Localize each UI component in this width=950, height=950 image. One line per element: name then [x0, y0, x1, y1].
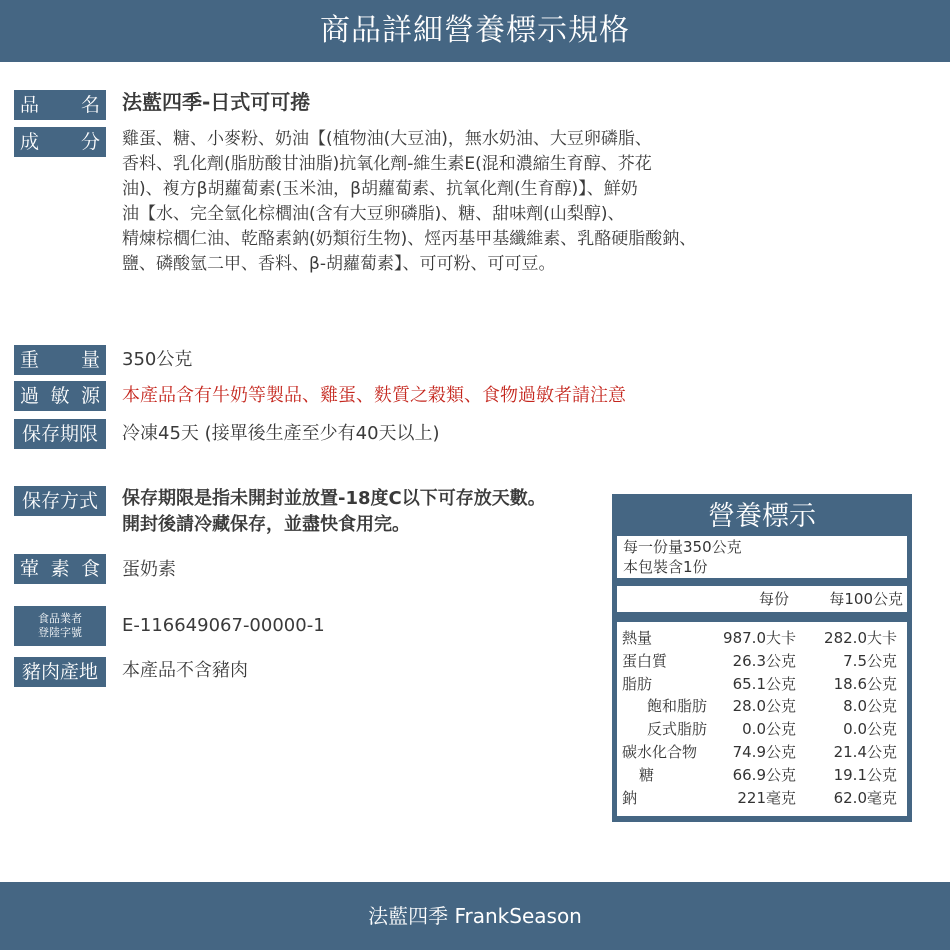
- storage-line-2: 開封後請冷藏保存，並盡快食用完。: [122, 514, 410, 535]
- registration-value: E-116649067-00000-1: [122, 615, 325, 636]
- nutrient-per-100g: 8.0公克: [843, 697, 897, 716]
- nutrient-per-serving: 74.9公克: [732, 743, 796, 761]
- page-title: 商品詳細營養標示規格: [320, 13, 630, 48]
- nutrient-name: 糖: [639, 765, 655, 784]
- nutrient-name: 飽和脂肪: [647, 697, 708, 716]
- weight-value: 350公克: [122, 349, 193, 370]
- nutrient-name: 碳水化合物: [622, 743, 698, 761]
- col-per-100g: 每100公克: [829, 590, 903, 608]
- nutrient-per-100g: 18.6公克: [833, 674, 897, 693]
- col-per-serving: 每份: [758, 590, 789, 608]
- nutrient-per-100g: 7.5公克: [843, 651, 897, 670]
- nutrient-per-100g: 21.4公克: [833, 743, 897, 761]
- vegetarian-value: 蛋奶素: [122, 559, 176, 580]
- nutrient-per-serving: 26.3公克: [732, 651, 796, 670]
- nutrient-name: 反式脂肪: [647, 720, 708, 739]
- label-weight: 重 量: [14, 345, 106, 375]
- shelf-life-value: 冷凍45天 (接單後生產至少有40天以上): [122, 423, 440, 444]
- nutrient-per-100g: 0.0公克: [843, 720, 897, 739]
- nutrient-per-serving: 0.0公克: [742, 720, 796, 739]
- page-header: [0, 0, 950, 62]
- servings-per-package: 本包裝含1份: [623, 558, 708, 576]
- label-registration: 食品業者 登陸字號: [14, 606, 106, 646]
- nutrient-per-100g: 282.0大卡: [824, 629, 897, 647]
- footer-brand: 法藍四季 FrankSeason: [368, 904, 582, 928]
- nutrient-per-100g: 19.1公克: [833, 765, 897, 784]
- nutrient-name: 脂肪: [622, 674, 653, 693]
- nutrient-per-serving: 987.0大卡: [723, 629, 796, 647]
- storage-line-1: 保存期限是指未開封並放置-18度C以下可存放天數。: [122, 488, 546, 509]
- serving-size: 每一份量350公克: [623, 538, 742, 556]
- nutrition-header-box: [617, 586, 907, 612]
- nutrient-per-100g: 62.0毫克: [833, 788, 897, 807]
- label-vegetarian: 葷 素 食: [14, 554, 106, 584]
- product-name: 法藍四季-日式可可捲: [122, 90, 311, 114]
- label-product-name: 品 名: [14, 90, 106, 120]
- page-footer: [0, 882, 950, 950]
- nutrition-table: [612, 494, 912, 822]
- nutrient-per-serving: 66.9公克: [732, 765, 796, 784]
- nutrient-per-serving: 28.0公克: [732, 697, 796, 716]
- allergen-value: 本產品含有牛奶等製品、雞蛋、麩質之穀類、食物過敏者請注意: [122, 385, 626, 406]
- label-storage: 保存方式: [14, 486, 106, 516]
- nutrition-serving-box: [617, 536, 907, 578]
- label-ingredients: 成 分: [14, 127, 106, 157]
- nutrition-title: 營養標示: [708, 501, 816, 532]
- nutrient-per-serving: 65.1公克: [732, 674, 796, 693]
- nutrient-name: 鈉: [622, 788, 638, 807]
- nutrient-name: 蛋白質: [622, 651, 668, 670]
- nutrition-values-box: [617, 622, 907, 816]
- label-pork-origin: 豬肉產地: [14, 657, 106, 687]
- pork-origin-value: 本產品不含豬肉: [122, 660, 248, 681]
- nutrient-per-serving: 221毫克: [737, 788, 796, 807]
- nutrient-name: 熱量: [622, 629, 653, 647]
- label-allergen: 過 敏 源: [14, 381, 106, 411]
- label-shelf-life: 保存期限: [14, 419, 106, 449]
- ingredients-text: 雞蛋、糖、小麥粉、奶油【(植物油(大豆油)，無水奶油、大豆卵磷脂、 香料、乳化劑(脂肪酸甘油脂)抗氧化劑-維生素E(混和濃縮生育醇、芥花 油)、複方β胡蘿蔔素(玉米油，β胡蘿蔔素、抗氧化劑(生育醇)】、鮮奶 油【水、完全氫化棕櫚油(含有大豆卵磷脂)、糖、甜味劑(山梨醇)、 精煉棕櫚仁油、乾酪素鈉(奶類衍生物)、烴丙基甲基纖維素、乳酪硬脂酸鈉、 鹽、磷酸氫二甲、香料、β-胡蘿蔔素】、可可粉、可可豆。: [122, 129, 697, 274]
